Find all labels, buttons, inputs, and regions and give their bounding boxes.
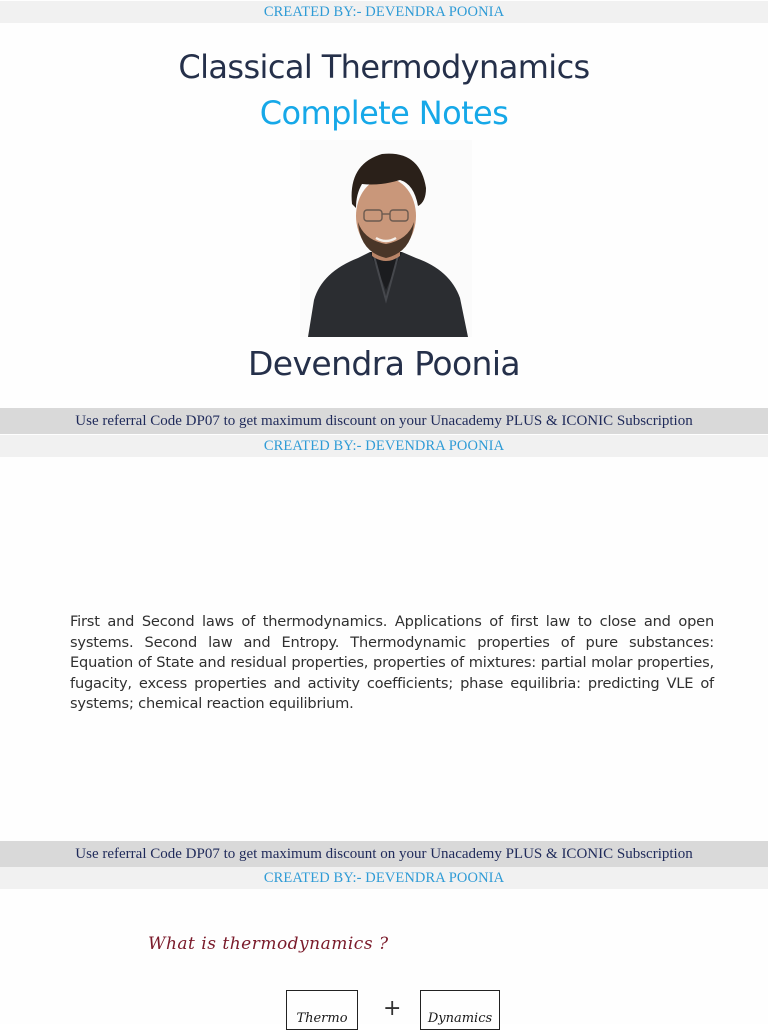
handwritten-question: What is thermodynamics ? (148, 934, 389, 954)
document-subtitle: Complete Notes (259, 94, 509, 132)
page-2 (0, 434, 768, 867)
author-name: Devendra Poonia (247, 344, 521, 383)
page-header: CREATED BY:- DEVENDRA POONIA (0, 435, 768, 457)
page-1 (0, 0, 768, 434)
author-portrait-icon (300, 140, 472, 337)
thermo-box: Thermo (286, 990, 358, 1030)
syllabus-text: First and Second laws of thermodynamics. Applications of first law to close and open systems. Second law and Entropy. Thermodynamic properties of pure substances: Equation of State and residual properties, properties of mixtures: partial molar properties, fugacity, excess properties and activity coefficients; phase equilibria: predicting VLE of systems; chemical reaction equilibrium. (70, 613, 714, 712)
page-header: CREATED BY:- DEVENDRA POONIA (0, 867, 768, 889)
dynamics-box: Dynamics (420, 990, 500, 1030)
author-portrait (300, 140, 472, 337)
document-title: Classical Thermodynamics (178, 48, 590, 86)
plus-sign: + (383, 996, 402, 1021)
referral-footer: Use referral Code DP07 to get maximum discount on your Unacademy PLUS & ICONIC Subscription (0, 408, 768, 434)
page-header: CREATED BY:- DEVENDRA POONIA (0, 1, 768, 23)
referral-footer: Use referral Code DP07 to get maximum discount on your Unacademy PLUS & ICONIC Subscription (0, 841, 768, 867)
